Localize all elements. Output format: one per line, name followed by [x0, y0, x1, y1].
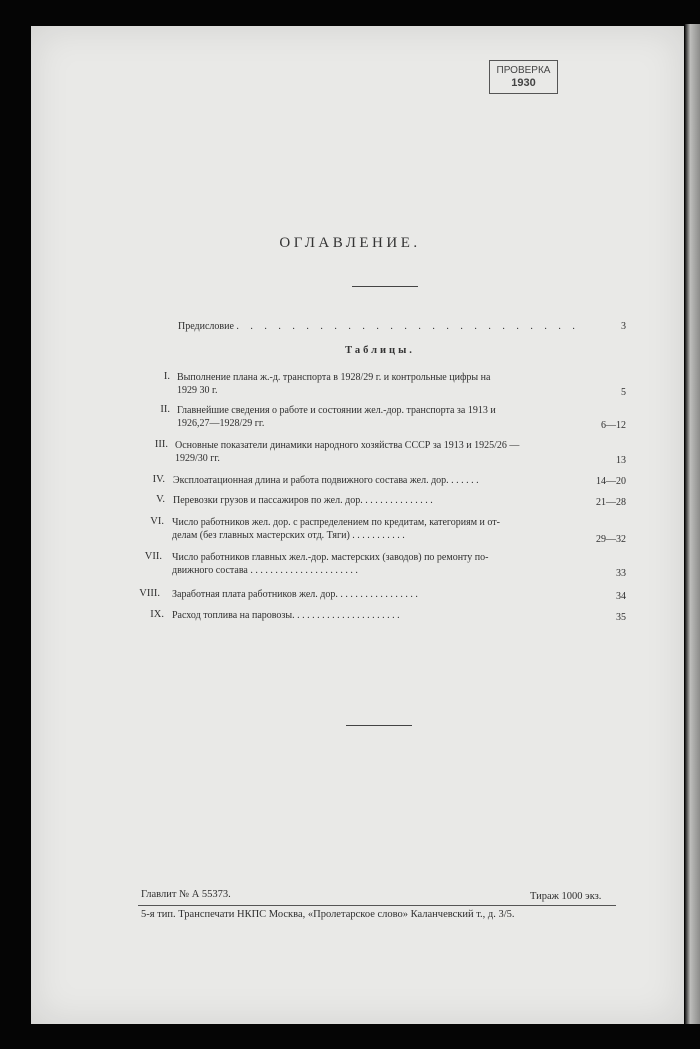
- toc-entry-7: [172, 551, 584, 577]
- toc-entry-9-line1: Расход топлива на паровозы. . . . . . . . . . . . . . . . . . . . . .: [172, 610, 400, 621]
- toc-entry-3-page: 13: [616, 455, 626, 466]
- toc-entry-4: [173, 474, 585, 487]
- toc-entry-9-numeral: IX.: [150, 609, 164, 620]
- toc-entry-9-page: 35: [616, 612, 626, 623]
- toc-entry-1-page: 5: [621, 387, 626, 398]
- print-run: Тираж 1000 экз.: [530, 891, 602, 902]
- stamp-line-1: ПРОВЕРКА: [496, 65, 551, 76]
- adjacent-page-edge: [685, 24, 700, 1024]
- end-rule: [346, 725, 412, 726]
- toc-entry-2-numeral: II.: [160, 404, 170, 415]
- toc-entry-5-line1: Перевозки грузов и пассажиров по жел. дор. . . . . . . . . . . . . . .: [173, 495, 433, 506]
- toc-preface-page: 3: [621, 321, 626, 332]
- toc-entry-7-page: 33: [616, 568, 626, 579]
- toc-preface-label: Предисловие: [178, 321, 234, 332]
- toc-entry-1-line1: Выполнение плана ж.-д. транспорта в 1928/29 г. и контрольные цифры на: [177, 372, 491, 383]
- toc-entry-5: [173, 494, 585, 507]
- toc-preface: [178, 320, 579, 333]
- glavlit-number: Главлит № А 55373.: [141, 889, 231, 900]
- toc-entry-6-line2: делам (без главных мастерских отд. Тяги) . . . . . . . . . . .: [172, 530, 405, 541]
- toc-entry-7-line2: движного состава . . . . . . . . . . . . . . . . . . . . . .: [172, 565, 358, 576]
- toc-entry-6: [172, 516, 584, 542]
- toc-entry-8-page: 34: [616, 591, 626, 602]
- toc-entry-1-line2: 1929 30 г.: [177, 385, 218, 396]
- toc-entry-6-line1: Число работников жел. дор. с распределением по кредитам, категориям и от-: [172, 517, 500, 528]
- page-title: ОГЛАВЛЕНИЕ.: [279, 235, 421, 251]
- toc-entry-5-page: 21—28: [596, 497, 626, 508]
- tables-heading: Таблицы.: [345, 345, 415, 356]
- toc-preface-dots: . . . . . . . . . . . . . . . . . . . . . . . . .: [236, 321, 580, 332]
- toc-entry-4-line1: Эксплоатационная длина и работа подвижного состава жел. дор. . . . . . .: [173, 475, 479, 486]
- footer-rule: [138, 905, 616, 906]
- toc-entry-2-page: 6—12: [601, 420, 626, 431]
- title-underline: [352, 286, 418, 287]
- toc-entry-2-line1: Главнейшие сведения о работе и состоянии жел.-дор. транспорта за 1913 и: [177, 405, 496, 416]
- toc-entry-4-page: 14—20: [596, 476, 626, 487]
- toc-entry-4-numeral: IV.: [152, 474, 165, 485]
- toc-entry-7-numeral: VII.: [144, 551, 162, 562]
- stamp-line-2: 1930: [511, 77, 536, 89]
- toc-entry-7-line1: Число работников главных жел.-дор. мастерских (заводов) по ремонту по-: [172, 552, 489, 563]
- toc-entry-8: [172, 588, 584, 601]
- toc-entry-2-line2: 1926,27—1928/29 гг.: [177, 418, 265, 429]
- toc-entry-1: [177, 371, 582, 397]
- toc-entry-3-line1: Основные показатели динамики народного хозяйства СССР за 1913 и 1925/26 —: [175, 440, 520, 451]
- toc-entry-9: [172, 609, 584, 622]
- toc-entry-3: [175, 439, 587, 465]
- printer-imprint: 5-я тип. Транспечати НКПС Москва, «Пролетарское слово» Каланчевский т., д. 3/5.: [141, 909, 515, 920]
- toc-entry-8-line1: Заработная плата работников жел. дор. . . . . . . . . . . . . . . . .: [172, 589, 418, 600]
- toc-entry-3-numeral: III.: [154, 439, 168, 450]
- inspection-stamp: [489, 60, 558, 94]
- toc-entry-8-numeral: VIII.: [139, 588, 160, 599]
- toc-entry-3-line2: 1929/30 гг.: [175, 453, 220, 464]
- toc-entry-5-numeral: V.: [156, 494, 165, 505]
- toc-entry-6-numeral: VI.: [150, 516, 164, 527]
- toc-entry-2: [177, 404, 587, 430]
- toc-entry-6-page: 29—32: [596, 534, 626, 545]
- toc-entry-1-numeral: I.: [163, 371, 170, 382]
